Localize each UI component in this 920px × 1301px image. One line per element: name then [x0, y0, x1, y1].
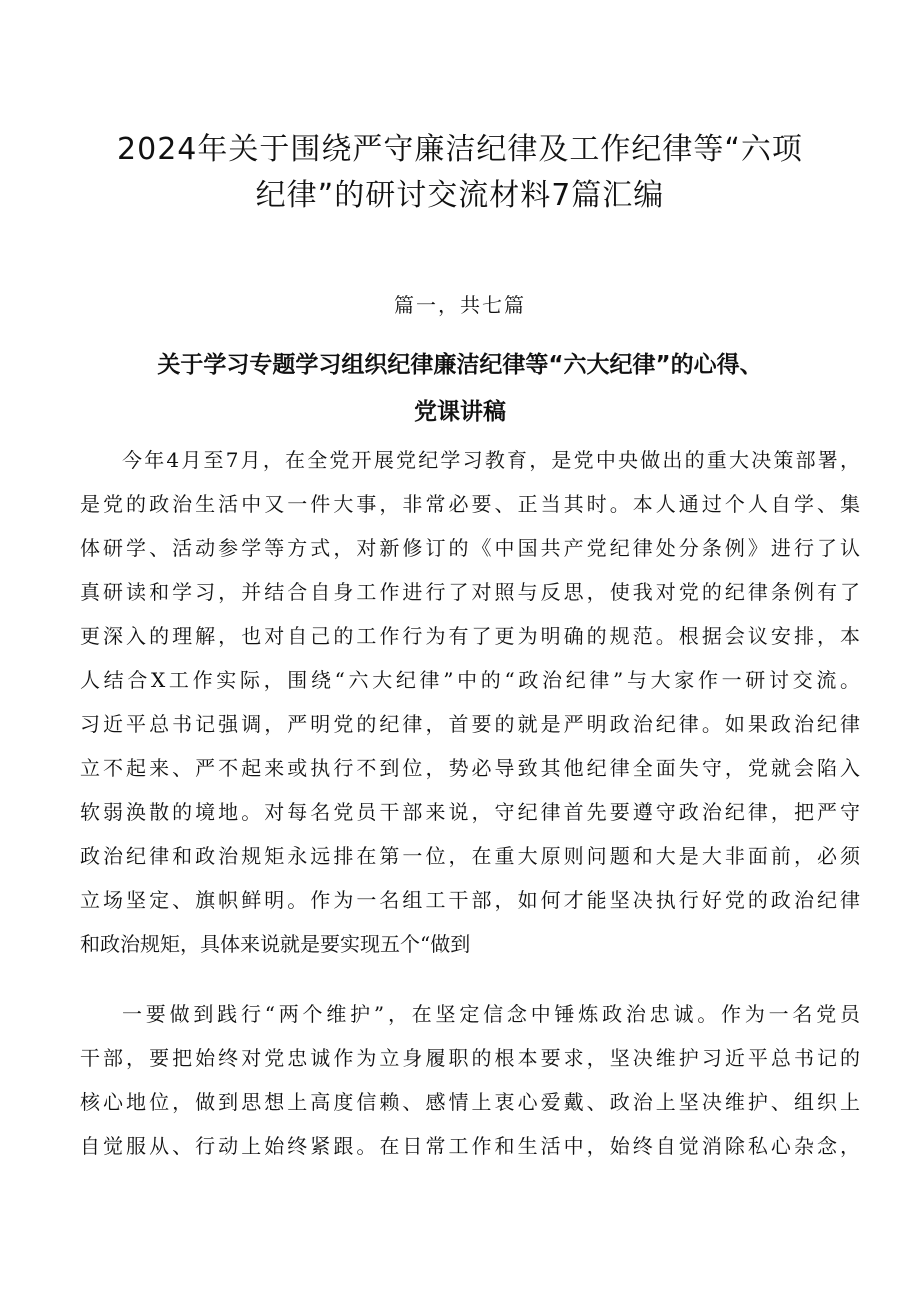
section-label: 篇一，共七篇 [394, 293, 526, 317]
body-line: 干部，要把始终对党忠诚作为立身履职的根本要求，坚决维护习近平总书记的 [80, 1046, 860, 1070]
article-title-line-2: 党课讲稿 [414, 399, 506, 425]
document-title-line-1: 2024年关于围绕严守廉洁纪律及工作纪律等“六项 [117, 132, 803, 167]
body-line: 更深入的理解，也对自己的工作行为有了更为明确的规范。根据会议安排，本 [80, 624, 860, 648]
article-title-line-1: 关于学习专题学习组织纪律廉洁纪律等“六大纪律”的心得、 [157, 352, 763, 378]
body-line: 核心地位，做到思想上高度信赖、感情上衷心爱戴、政治上坚决维护、组织上 [80, 1090, 860, 1114]
document-title-line-2: 纪律”的研讨交流材料7篇汇编 [255, 178, 665, 213]
body-line: 体研学、活动参学等方式，对新修订的《中国共产党纪律处分条例》进行了认 [80, 536, 860, 560]
body-line: 和政治规矩，具体来说就是要实现五个“做到 [80, 932, 471, 956]
body-line: 一要做到践行“两个维护”，在坚定信念中锤炼政治忠诚。作为一名党员 [122, 1002, 860, 1026]
body-line: 立不起来、严不起来或执行不到位，势必导致其他纪律全面失守，党就会陷入 [80, 756, 860, 780]
body-line: 自觉服从、行动上始终紧跟。在日常工作和生活中，始终自觉消除私心杂念， [80, 1134, 860, 1158]
body-line: 立场坚定、旗帜鲜明。作为一名组工干部，如何才能坚决执行好党的政治纪律 [80, 888, 860, 912]
body-line: 习近平总书记强调，严明党的纪律，首要的就是严明政治纪律。如果政治纪律 [80, 712, 860, 736]
body-line: 软弱涣散的境地。对每名党员干部来说，守纪律首先要遵守政治纪律，把严守 [80, 800, 860, 824]
body-line: 真研读和学习，并结合自身工作进行了对照与反思，使我对党的纪律条例有了 [80, 580, 860, 604]
body-line: 人结合X工作实际，围绕“六大纪律”中的“政治纪律”与大家作一研讨交流。 [80, 668, 860, 692]
body-line: 政治纪律和政治规矩永远排在第一位，在重大原则问题和大是大非面前，必须 [80, 844, 860, 868]
body-line: 今年4月至7月，在全党开展党纪学习教育，是党中央做出的重大决策部署， [122, 448, 860, 472]
body-line: 是党的政治生活中又一件大事，非常必要、正当其时。本人通过个人自学、集 [80, 492, 860, 516]
